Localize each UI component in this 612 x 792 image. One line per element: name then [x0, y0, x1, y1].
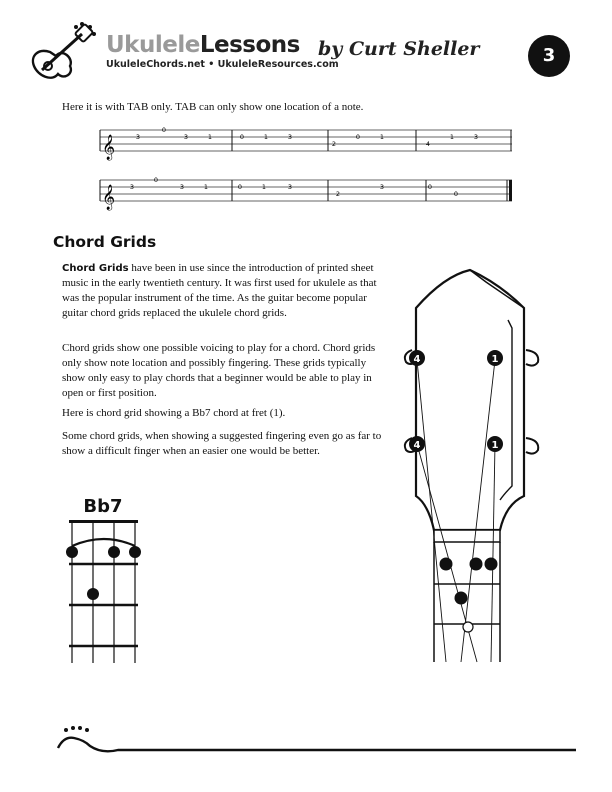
finger-dot: [485, 558, 498, 571]
paragraph-3: Here is chord grid showing a Bb7 chord at fret (1).: [62, 407, 286, 419]
tab-note: 1: [261, 183, 267, 191]
page-number-badge: 3: [528, 35, 570, 77]
tab-note: 0: [355, 133, 361, 141]
treble-clef-icon: 𝄞: [102, 185, 116, 210]
paragraph-4: Some chord grids, when showing a suggested fingering even go as far to show a difficult finger when an easier one would be better.: [62, 430, 382, 457]
treble-clef-icon: 𝄞: [102, 135, 116, 160]
chord-name: Bb7: [83, 496, 123, 517]
ukulele-headstock-illustration: [400, 268, 560, 664]
tab-note: 4: [425, 140, 431, 148]
brand-prefix: Ukulele: [106, 32, 200, 58]
tab-note: 2: [335, 190, 341, 198]
tab-note: 0: [427, 183, 433, 191]
tab-note: 3: [287, 133, 293, 141]
tab-note: 3: [179, 183, 185, 191]
intro-text: Here it is with TAB only. TAB can only show one location of a note.: [62, 101, 364, 113]
finger-dot: [87, 588, 99, 600]
tab-note: 1: [207, 133, 213, 141]
tab-note: 3: [287, 183, 293, 191]
tab-note: 3: [129, 183, 135, 191]
tuner-label: 4: [413, 440, 421, 451]
tuner-label: 1: [491, 440, 499, 451]
fret-marker: [463, 622, 473, 632]
finger-dot: [455, 592, 468, 605]
finger-dot: [470, 558, 483, 571]
tuner-label: 1: [491, 354, 499, 365]
tab-staff-2: [98, 174, 514, 214]
tab-note: 1: [263, 133, 269, 141]
tab-note: 3: [183, 133, 189, 141]
chord-grid: [64, 518, 144, 668]
author-byline: by Curt Sheller: [318, 38, 480, 60]
paragraph-1: [62, 261, 382, 321]
tab-note: 0: [237, 183, 243, 191]
paragraph-2: Chord grids show one possible voicing to play for a chord. Chord grids only show note location and possibly fingering. These grids typically show only easy to play chords that a beginner would be able to play in open or first position.: [62, 342, 376, 399]
finger-dot: [129, 546, 141, 558]
tab-note: 1: [449, 133, 455, 141]
tab-note: 2: [331, 140, 337, 148]
finger-dot: [108, 546, 120, 558]
tab-note: 3: [473, 133, 479, 141]
brand-strong: Lessons: [199, 32, 300, 58]
footer-ornament: [56, 724, 580, 756]
tab-note: 1: [379, 133, 385, 141]
brand-title: [106, 34, 300, 57]
section-heading: Chord Grids: [53, 233, 157, 251]
finger-dot: [440, 558, 453, 571]
tab-note: 0: [239, 133, 245, 141]
tab-note: 0: [453, 190, 459, 198]
finger-dot: [66, 546, 78, 558]
tab-note: 0: [153, 176, 159, 184]
paragraph-1-body: have been in use since the introduction of printed sheet music in the early twentieth century. It was first used for ukulele as that was the popular instrument of the time. As the guitar become popular guitar chord grids replaced the ukulele chord grids.: [62, 262, 377, 319]
tab-note: 0: [161, 126, 167, 134]
ukulele-logo-icon: [30, 22, 102, 84]
tab-staff-1: [98, 124, 514, 164]
paragraph-1-lead: Chord Grids: [62, 263, 129, 274]
tab-note: 3: [379, 183, 385, 191]
tuner-label: 4: [413, 354, 421, 365]
tab-note: 3: [135, 133, 141, 141]
tab-note: 1: [203, 183, 209, 191]
site-links: UkuleleChords.net • UkuleleResources.com: [106, 59, 339, 70]
